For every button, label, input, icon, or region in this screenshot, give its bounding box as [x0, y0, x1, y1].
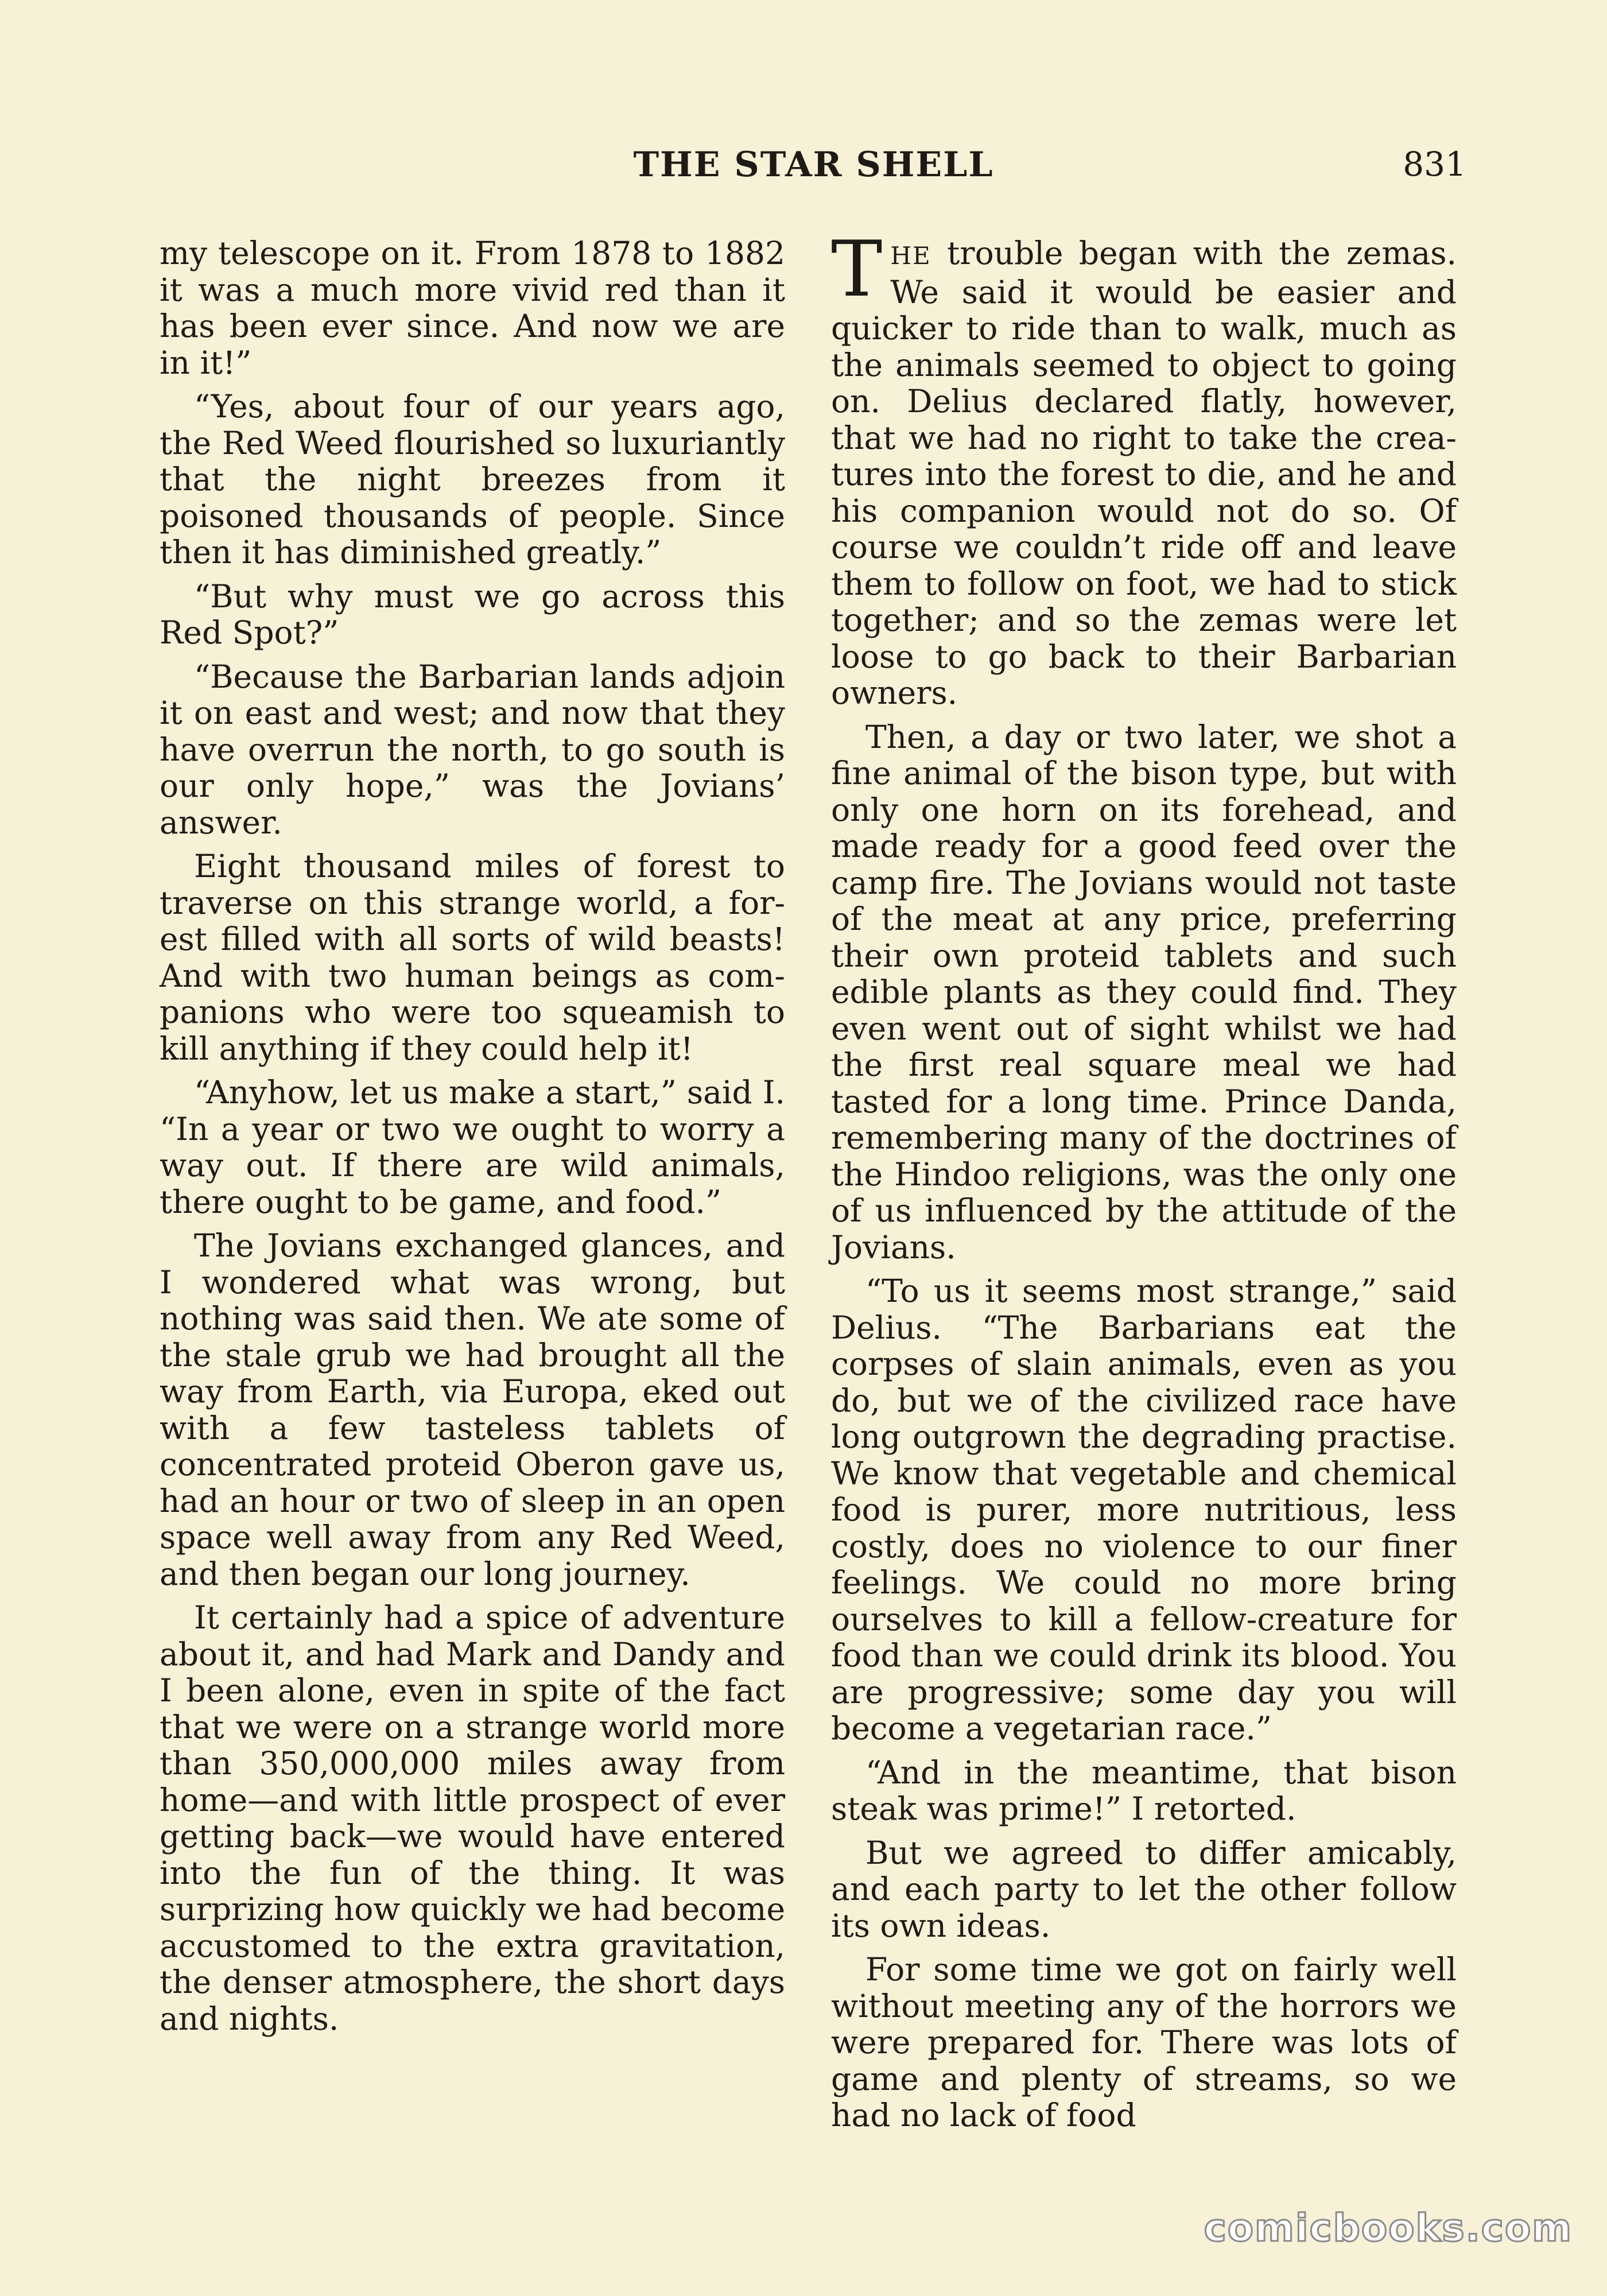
running-title: THE STAR SHELL [633, 145, 994, 185]
paragraph: “Because the Barbarian lands adjoin it on east and west; and now that they have overrun the north, to go south is our only hope,” was the Jovians’ answer. [160, 658, 785, 841]
paragraph: It certainly had a spice of adventure about it, and had Mark and Dandy and I been alone, even in spite of the fact that we were on a strange world more than 350,000,000 miles away from home—and with little prospect of ever getting back—we would have entered into the fun of the thing. It was surprizing how quickly we had become accustomed to the extra gravitation, the denser atmosphere, the short days and nights. [160, 1599, 785, 2037]
paragraph: But we agreed to differ amicably, and each party to let the other follow its own ideas. [831, 1834, 1457, 1944]
paragraph: Eight thousand miles of forest to traverse on this strange world, a forest filled with all sorts of wild beasts! And with two human beings as companions who were too squeamish to kill anything if they could help it! [160, 848, 785, 1067]
section-opening-paragraph [831, 224, 1457, 712]
paragraph: Then, a day or two later, we shot a fine animal of the bison type, but with only one horn on its forehead, and made ready for a good feed over the camp fire. The Jovians would not taste of the meat at any price, preferring their own proteid tablets and such edible plants as they could find. They even went out of sight whilst we had the first real square meal we had tasted for a long time. Prince Danda, remembering many of the doctrines of the Hindoo religions, was the only one of us influenced by the attitude of the Jovians. [831, 718, 1457, 1266]
small-caps-lead: HE [890, 242, 931, 270]
drop-cap: T [831, 224, 883, 314]
left-column [160, 235, 785, 2045]
paragraph: For some time we got on fairly well without meeting any of the horrors we were prepared for. There was lots of game and plenty of streams, so we had no lack of food [831, 1951, 1457, 2134]
paragraph: “And in the meantime, that bison steak was prime!” I retorted. [831, 1754, 1457, 1827]
paragraph: “To us it seems most strange,” said Delius. “The Barbarians eat the corpses of slain animals, even as you do, but we of the civilized race have long outgrown the degrading practise. We know that vegetable and chemical food is purer, more nutritious, less costly, does no violence to our finer feelings. We could no more bring ourselves to kill a fellow-creature for food than we could drink its blood. You are progressive; some day you will become a vegetarian race.” [831, 1273, 1457, 1747]
paragraph: “Anyhow, let us make a start,” said I. “In a year or two we ought to worry a way out. If there are wild animals, there ought to be game, and food.” [160, 1074, 785, 1220]
site-watermark: comicbooks.com [1204, 2206, 1573, 2250]
paragraph: “But why must we go across this Red Spot?” [160, 577, 785, 651]
paragraph: my telescope on it. From 1878 to 1882 it was a much more vivid red than it has been ever since. And now we are in it!” [160, 235, 785, 381]
paragraph-text: trouble began with the zemas. We said it would be easier and quicker to ride than to walk, much as the animals seemed to object to going on. Delius declared flatly, however, that we had no right to take the creatures into the forest to die, and he and his companion would not do so. Of course we couldn’t ride off and leave them to follow on foot, we had to stick together; and so the zemas were let loose to go back to their Barbarian owners. [831, 235, 1457, 711]
paragraph: The Jovians exchanged glances, and I wondered what was wrong, but nothing was said then. We ate some of the stale grub we had brought all the way from Earth, via Europa, eked out with a few tasteless tablets of concentrated proteid Oberon gave us, had an hour or two of sleep in an open space well away from any Red Weed, and then began our long journey. [160, 1227, 785, 1592]
right-column [831, 224, 1457, 2142]
page-header [161, 145, 1466, 191]
page-number: 831 [1403, 145, 1466, 184]
paragraph: “Yes, about four of our years ago, the Red Weed flourished so luxuriantly that the night breezes from it poisoned thousands of people. Since then it has diminished greatly.” [160, 388, 785, 571]
